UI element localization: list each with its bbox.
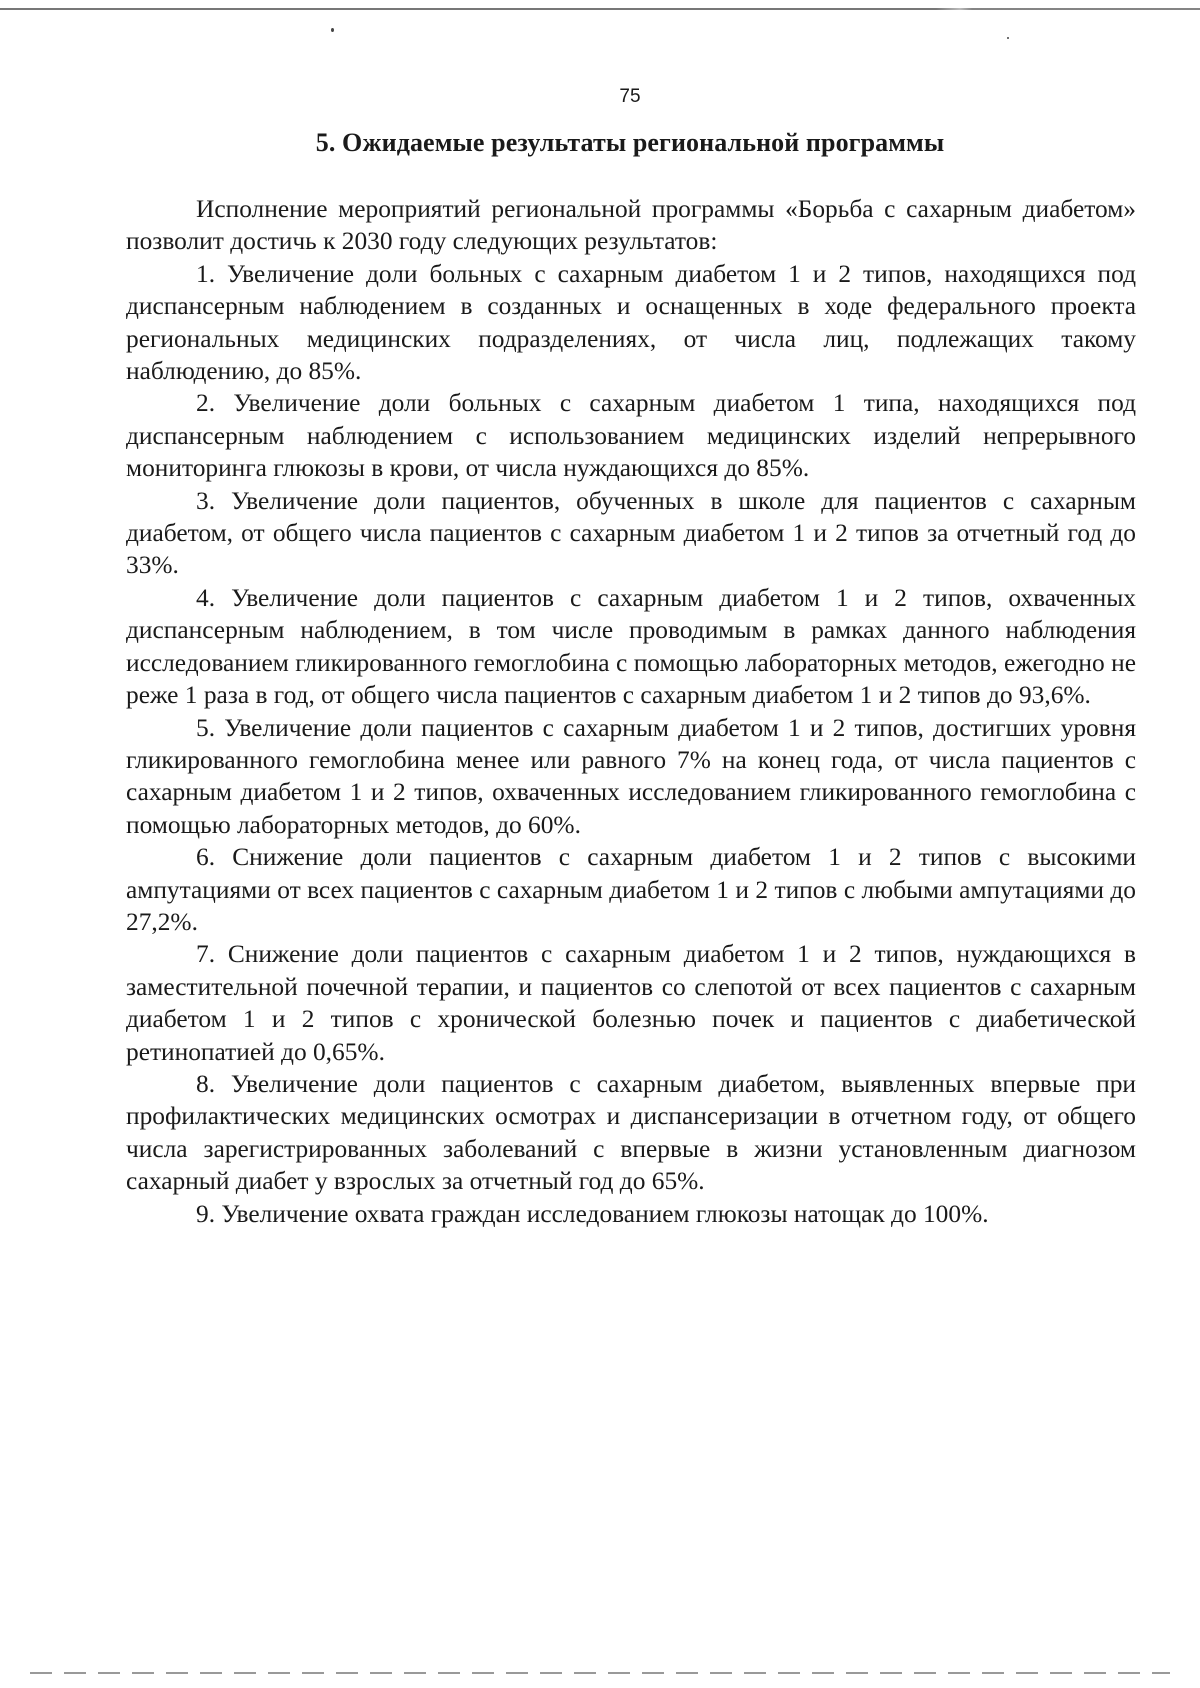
- page-number: 75: [619, 86, 641, 107]
- result-item-4: 4. Увеличение доли пациентов с сахарным диабетом 1 и 2 типов, охваченных диспансерным наблюдением, в том числе проводимым в рамках данного наблюдения исследованием гликированного гемоглобина с помощью лабораторных методов, ежегодно не реже 1 раза в год, от общего числа пациентов с сахарным диабетом 1 и 2 типов до 93,6%.: [126, 583, 1136, 710]
- section-title: 5. Ожидаемые результаты региональной программы: [315, 128, 945, 157]
- result-item-7: 7. Снижение доли пациентов с сахарным диабетом 1 и 2 типов, нуждающихся в заместительной почечной терапии, и пациентов со слепотой от всех пациентов с сахарным диабетом 1 и 2 типов с хронической болезнью почек и пациентов с диабетической ретинопатией до 0,65%.: [126, 940, 1136, 1066]
- result-item-5: 5. Увеличение доли пациентов с сахарным диабетом 1 и 2 типов, достигших уровня гликированного гемоглобина менее или равного 7% на конец года, от числа пациентов с сахарным диабетом 1 и 2 типов, охваченных исследованием гликированного гемоглобина с помощью лабораторных методов, до 60%.: [126, 713, 1136, 839]
- result-item-2: 2. Увеличение доли больных с сахарным диабетом 1 типа, находящихся под диспансерным наблюдением с использованием медицинских изделий непрерывного мониторинга глюкозы в крови, от числа нуждающихся до 85%.: [126, 389, 1136, 483]
- intro-paragraph: Исполнение мероприятий региональной программы «Борьба с сахарным диабетом» позволит достичь к 2030 году следующих результатов:: [126, 195, 1136, 256]
- result-item-8: 8. Увеличение доли пациентов с сахарным диабетом, выявленных впервые при профилактических медицинских осмотрах и диспансеризации в отчетном году, от общего числа зарегистрированных заболеваний с впервые в жизни установленным диагнозом сахарный диабет у взрослых за отчетный год до 65%.: [126, 1069, 1136, 1196]
- scan-top-rule: [0, 8, 1200, 10]
- scan-bottom-rule: [30, 1672, 1170, 1674]
- result-item-6: 6. Снижение доли пациентов с сахарным диабетом 1 и 2 типов с высокими ампутациями от всех пациентов с сахарным диабетом 1 и 2 типов с любыми ампутациями до 27,2%.: [126, 843, 1136, 936]
- scan-speck: [1007, 37, 1009, 39]
- document-body: [126, 193, 1136, 1230]
- result-item-9: 9. Увеличение охвата граждан исследованием глюкозы натощак до 100%.: [196, 1199, 989, 1228]
- scan-speck: [331, 28, 334, 32]
- result-item-1: 1. Увеличение доли больных с сахарным диабетом 1 и 2 типов, находящихся под диспансерным наблюдением в созданных и оснащенных в ходе федерального проекта региональных медицинских подразделениях, от числа лиц, подлежащих такому наблюдению, до 85%.: [126, 259, 1136, 386]
- result-item-3: 3. Увеличение доли пациентов, обученных в школе для пациентов с сахарным диабетом, от общего числа пациентов с сахарным диабетом 1 и 2 типов за отчетный год до 33%.: [126, 486, 1136, 580]
